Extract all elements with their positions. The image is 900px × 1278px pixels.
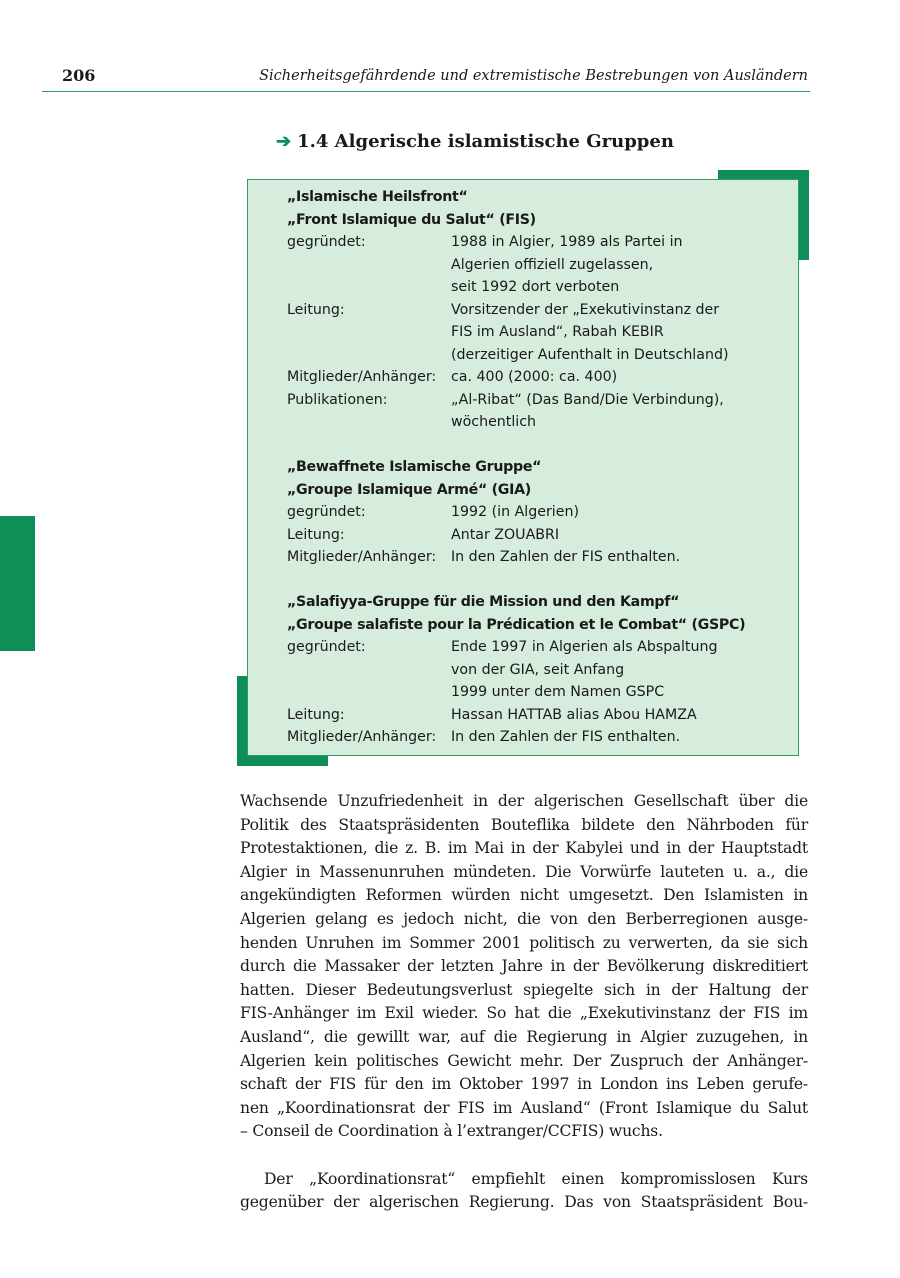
- row-value: [451, 501, 751, 524]
- group-gia: [287, 456, 798, 569]
- row-label: Mitglieder/Anhänger:: [287, 549, 437, 565]
- row-label: gegründet:: [287, 234, 366, 250]
- row-value: [451, 546, 751, 569]
- row-label: Publikationen:: [287, 391, 388, 408]
- text-line: Der „Koordinationsrat“ empfiehlt einen kompromisslosen Kurs: [264, 1169, 808, 1188]
- text-line: Algerien kein politisches Gewicht mehr. Der Zuspruch der Anhänger-: [240, 1051, 808, 1070]
- text-line: Protestaktionen, die z. B. im Mai in der Kabylei und in der Hauptstadt: [240, 839, 808, 858]
- text-line: Algerien gelang es jedoch nicht, die von den Berberregionen ausge-: [240, 909, 808, 928]
- value-line: Vorsitzender der „Exekutivinstanz der: [451, 301, 720, 318]
- row-value: [451, 389, 751, 434]
- row-value: [451, 726, 751, 749]
- text-line: gegenüber der algerischen Regierung. Das von Staatspräsident Bou-: [240, 1193, 808, 1212]
- value-line: wöchentlich: [451, 414, 537, 430]
- paragraph-2: [240, 1168, 808, 1215]
- running-header: Sicherheitsgefährdende und extremistische Bestrebungen von Ausländern: [259, 68, 808, 84]
- header-rule: [42, 91, 810, 92]
- row-value: [451, 704, 751, 727]
- value-line: 1999 unter dem Namen GSPC: [451, 684, 665, 700]
- info-row: [287, 546, 798, 569]
- row-value: [451, 524, 751, 547]
- value-line: Antar ZOUABRI: [451, 526, 560, 543]
- info-row: [287, 231, 798, 299]
- value-line: Hassan HATTAB alias Abou HAMZA: [451, 706, 697, 723]
- text-line: Politik des Staatspräsidenten Bouteflika bildete den Nährboden für: [240, 815, 808, 834]
- page-number: 206: [62, 66, 96, 85]
- text-line: angekündigten Reformen würden nicht umgesetzt. Den Islamisten in: [240, 886, 808, 905]
- row-value: [451, 231, 751, 299]
- arrow-right-icon: ➔: [276, 131, 292, 152]
- row-label: Mitglieder/Anhänger:: [287, 369, 437, 385]
- group-gspc: [287, 591, 798, 749]
- value-line: von der GIA, seit Anfang: [451, 661, 625, 678]
- group-title-line: „Groupe Islamique Armé“ (GIA): [287, 481, 531, 498]
- row-label: Leitung:: [287, 706, 345, 723]
- row-label: gegründet:: [287, 504, 366, 520]
- body-text: [240, 790, 808, 1238]
- group-fis: [287, 186, 798, 434]
- info-row: [287, 726, 798, 749]
- text-line: Wachsende Unzufriedenheit in der algerischen Gesellschaft über die: [240, 792, 808, 810]
- text-line: hatten. Dieser Bedeutungsverlust spiegelte sich in der Haltung der: [240, 980, 808, 999]
- value-line: Algerien offiziell zugelassen,: [451, 256, 654, 273]
- info-box: [247, 179, 799, 756]
- paragraph-1: [240, 790, 808, 1144]
- value-line: Ende 1997 in Algerien als Abspaltung: [451, 639, 718, 655]
- info-row: [287, 501, 798, 524]
- row-value: [451, 299, 751, 367]
- group-title-line: „Islamische Heilsfront“: [287, 189, 468, 205]
- info-row: [287, 636, 798, 704]
- section-heading: [276, 131, 674, 152]
- info-row: [287, 299, 798, 367]
- value-line: 1992 (in Algerien): [451, 504, 580, 520]
- value-line: FIS im Ausland“, Rabah KEBIR: [451, 324, 664, 340]
- info-row: [287, 524, 798, 547]
- value-line: 1988 in Algier, 1989 als Partei in: [451, 234, 683, 250]
- side-tab-marker: [0, 516, 35, 651]
- text-line: FIS-Anhänger im Exil wieder. So hat die „Exekutivinstanz der FIS im: [240, 1004, 808, 1023]
- value-line: In den Zahlen der FIS enthalten.: [451, 729, 681, 745]
- group-title-line: „Front Islamique du Salut“ (FIS): [287, 211, 536, 228]
- info-row: [287, 389, 798, 434]
- group-title-line: „Groupe salafiste pour la Prédication et le Combat“ (GSPC): [287, 616, 746, 633]
- text-line: – Conseil de Coordination à l’extranger/CCFIS) wuchs.: [240, 1122, 663, 1141]
- group-title-line: „Salafiyya-Gruppe für die Mission und den Kampf“: [287, 594, 680, 610]
- value-line: seit 1992 dort verboten: [451, 279, 620, 295]
- row-value: [451, 636, 751, 704]
- row-label: gegründet:: [287, 639, 366, 655]
- info-row: [287, 366, 798, 389]
- text-line: schaft der FIS für den im Oktober 1997 in London ins Leben gerufe-: [240, 1075, 808, 1094]
- row-label: Leitung:: [287, 526, 345, 543]
- text-line: nen „Koordinationsrat der FIS im Ausland“ (Front Islamique du Salut: [240, 1098, 808, 1117]
- section-title: 1.4 Algerische islamistische Gruppen: [297, 131, 674, 152]
- text-line: henden Unruhen im Sommer 2001 politisch zu verwerten, da sie sich: [240, 933, 808, 952]
- value-line: „Al-Ribat“ (Das Band/Die Verbindung),: [451, 391, 724, 408]
- info-row: [287, 704, 798, 727]
- group-title-line: „Bewaffnete Islamische Gruppe“: [287, 459, 542, 475]
- value-line: In den Zahlen der FIS enthalten.: [451, 549, 681, 565]
- row-value: [451, 366, 751, 389]
- text-line: Algier in Massenunruhen mündeten. Die Vorwürfe lauteten u. a., die: [240, 862, 808, 881]
- value-line: (derzeitiger Aufenthalt in Deutschland): [451, 346, 729, 363]
- value-line: ca. 400 (2000: ca. 400): [451, 369, 618, 385]
- row-label: Mitglieder/Anhänger:: [287, 729, 437, 745]
- text-line: durch die Massaker der letzten Jahre in der Bevölkerung diskreditiert: [240, 957, 808, 976]
- row-label: Leitung:: [287, 301, 345, 318]
- text-line: Ausland“, die gewillt war, auf die Regierung in Algier zuzugehen, in: [240, 1027, 808, 1046]
